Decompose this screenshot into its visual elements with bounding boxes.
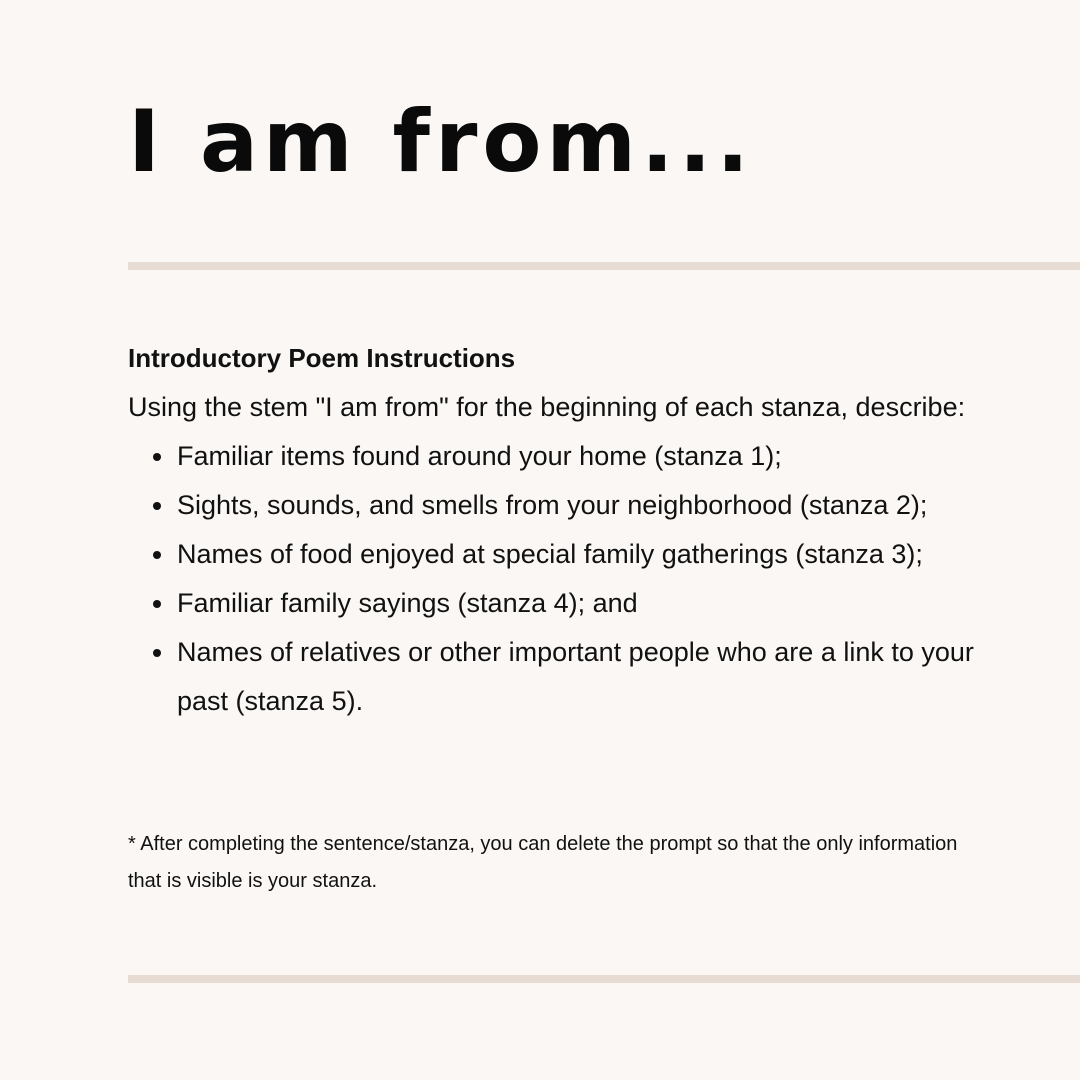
top-divider — [128, 262, 1080, 270]
list-item: Familiar family sayings (stanza 4); and — [177, 579, 988, 628]
bottom-divider — [128, 975, 1080, 983]
stanza-list — [128, 432, 988, 726]
instructions-intro: Using the stem "I am from" for the beginning of each stanza, describe: — [128, 392, 966, 422]
instructions-heading: Introductory Poem Instructions — [128, 343, 516, 373]
list-item: Names of relatives or other important people who are a link to your past (stanza 5). — [177, 628, 988, 726]
footnote: * After completing the sentence/stanza, you can delete the prompt so that the only information that is visible is your stanza. — [128, 833, 958, 892]
instructions-section — [128, 334, 988, 726]
list-item: Sights, sounds, and smells from your neighborhood (stanza 2); — [177, 481, 988, 530]
list-item: Names of food enjoyed at special family gatherings (stanza 3); — [177, 530, 988, 579]
page-title: I am from... — [128, 92, 755, 192]
list-item: Familiar items found around your home (stanza 1); — [177, 432, 988, 481]
